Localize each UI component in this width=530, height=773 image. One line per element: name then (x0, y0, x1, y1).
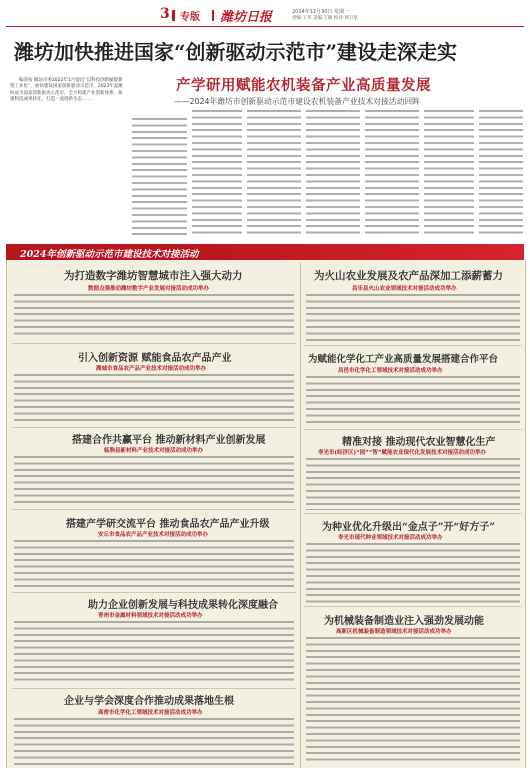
article-separator (304, 345, 522, 346)
feature-column (132, 118, 187, 238)
article-separator (304, 513, 522, 514)
article-body (14, 456, 294, 506)
article-separator (304, 606, 522, 607)
article-separator (12, 343, 296, 344)
article-body (14, 718, 294, 766)
feature-column (424, 110, 474, 238)
article-headline: 搭建产学研交流平台 推动食品农产品产业升级 (66, 519, 270, 530)
article-subhead: 寿光市(经济区)“园”“智”赋能农业现代化发展技术对接活动成功举办 (318, 450, 486, 456)
banner-strip (174, 244, 524, 260)
intro-box (10, 78, 125, 238)
article-headline: 精准对接 推动现代农业智慧化生产 (342, 437, 496, 448)
article-body (14, 374, 294, 424)
newspaper-logo: 潍坊日报 (220, 10, 273, 25)
article-subhead: 昌邑市化学化工领域技术对接活动成功举办 (338, 368, 443, 374)
masthead-divider (212, 10, 214, 21)
feature-column (365, 110, 419, 238)
article-body (306, 294, 520, 342)
page-number: 3 (160, 6, 170, 22)
issue-date: 2024年12月30日 星期一 (292, 9, 350, 15)
article-body (306, 376, 520, 426)
article-subhead: 寿光市现代种业领域技术对接活动成功举办 (338, 535, 443, 541)
article-subhead: 潍城市食品农产品产业技术对接活动成功举办 (96, 366, 207, 372)
article-headline: 为火山农业发展及农产品深加工添薪蓄力 (314, 270, 503, 282)
masthead-rule (6, 26, 524, 27)
feature-column (247, 110, 301, 238)
banner-label: 2024年创新驱动示范市建设技术对接活动 (20, 249, 199, 260)
article-separator (304, 429, 522, 430)
article-body (306, 637, 520, 765)
article-headline: 助力企业创新发展与科技成果转化深度融合 (88, 600, 278, 611)
article-separator (12, 592, 296, 593)
intro-text: 编者按 潍坊市委2022年1月提出“以科技创新赋能新型工业化”，加快建设国家创新驱动示范市，2023年起潍坊成为国家创新驱动示范市，全力构建产业创新体系，加速科技成果转化，打造一流创新生态…… (10, 78, 123, 103)
article-subhead: 昌乐县火山农业领域技术对接活动成功举办 (352, 286, 457, 292)
article-headline: 引入创新资源 赋能食品农产品产业 (78, 353, 232, 364)
article-body (306, 543, 520, 603)
section-banner (6, 244, 524, 260)
masthead-divider (172, 10, 175, 21)
article-subhead: 高新区机械装备制造领域技术对接活动成功举办 (336, 629, 452, 635)
feature-column (306, 110, 360, 238)
article-separator (12, 688, 296, 689)
article-body (14, 621, 294, 685)
article-headline: 为机械装备制造业注入强劲发展动能 (324, 616, 484, 627)
article-headline: 为种业优化升级出“金点子”开“好方子” (322, 522, 496, 533)
article-subhead: 安丘市食品农产品产业技术对接活动成功举办 (98, 532, 209, 538)
article-body (14, 294, 294, 339)
article-subhead: 青州市金属材料领域技术对接活动成功举办 (98, 613, 203, 619)
article-subhead: 高密市化学化工领域技术对接活动成功举办 (98, 710, 203, 716)
article-headline: 企业与学会深度合作推动成果落地生根 (64, 696, 234, 707)
feature-column (479, 110, 523, 238)
article-headline: 搭建合作共赢平台 推动新材料产业创新发展 (72, 435, 266, 446)
article-subhead: 临朐县新材料产业技术对接活动成功举办 (104, 448, 204, 454)
masthead (0, 6, 530, 24)
editor-line: 责编:王华 美编:王敏 校对:周卫星 (292, 16, 358, 21)
article-body (14, 540, 294, 588)
main-headline: 潍坊加快推进国家“创新驱动示范市”建设走深走实 (14, 40, 458, 64)
article-separator (12, 509, 296, 510)
article-subhead: 数据点强推动潍坊数字产业发展对接活动成功举办 (88, 286, 210, 292)
article-headline: 为打造数字潍坊智慧城市注入强大动力 (64, 270, 243, 282)
article-headline: 为赋能化学化工产业高质量发展搭建合作平台 (308, 354, 499, 365)
feature-subtitle: ——2024年潍坊市创新驱动示范市建设农机装备产业技术对接活动回眸 (174, 97, 420, 106)
article-body (306, 458, 520, 510)
feature-title: 产学研用赋能农机装备产业高质量发展 (176, 77, 431, 94)
feature-column (192, 110, 242, 238)
article-separator (12, 427, 296, 428)
section-label: 专版 (180, 12, 200, 23)
column-divider (300, 262, 301, 768)
